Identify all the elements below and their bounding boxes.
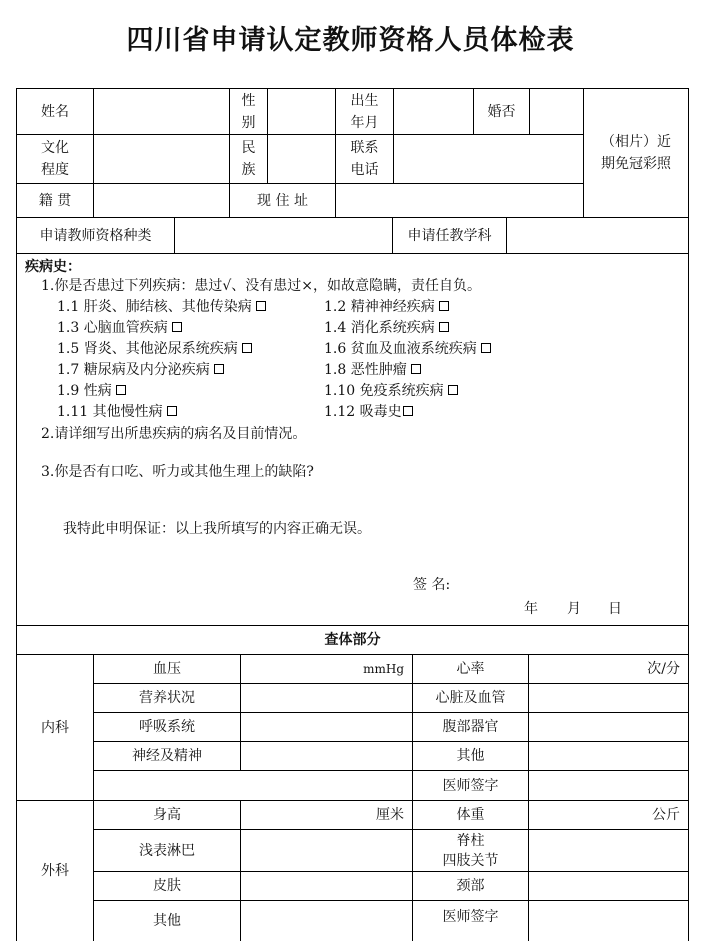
subject-label: 申请任教学科	[393, 218, 507, 254]
birth-input[interactable]	[394, 89, 474, 135]
disease-item-label: 1.6 贫血及血液系统疾病	[324, 341, 477, 357]
checkbox[interactable]	[439, 322, 449, 332]
disease-item	[57, 380, 126, 400]
subject-input[interactable]	[507, 218, 688, 254]
nutrition-label: 营养状况	[94, 684, 241, 713]
ethnicity-input[interactable]	[268, 135, 336, 184]
lymph-input[interactable]	[241, 830, 413, 872]
disease-item	[324, 401, 413, 421]
marital-label: 婚否	[474, 89, 530, 135]
date-month: 月	[567, 601, 581, 617]
ethnicity-label-line1: 民	[241, 140, 256, 156]
checkbox[interactable]	[403, 406, 413, 416]
phone-input[interactable]	[394, 135, 584, 184]
history-heading: 疾病史：	[25, 259, 81, 275]
disease-item-label: 1.7 糖尿病及内分泌疾病	[57, 362, 210, 378]
disease-item-label: 1.4 消化系统疾病	[324, 320, 435, 336]
surgery-doctor-sign-label: 医师签字	[413, 901, 529, 941]
gender-label	[230, 89, 268, 135]
disease-item-label: 1.1 肝炎、肺结核、其他传染病	[57, 299, 252, 315]
disease-item	[57, 359, 224, 379]
phone-label-line1: 联系	[350, 140, 379, 156]
disease-item-label: 1.8 恶性肿瘤	[324, 362, 407, 378]
checkbox[interactable]	[116, 385, 126, 395]
history-question-3: 3.你是否有口吃、听力或其他生理上的缺陷?	[41, 464, 314, 480]
gender-input[interactable]	[268, 89, 336, 135]
checkbox[interactable]	[481, 343, 491, 353]
checkbox[interactable]	[448, 385, 458, 395]
origin-input[interactable]	[94, 184, 230, 218]
disease-item	[324, 296, 449, 316]
name-input[interactable]	[94, 89, 230, 135]
abdominal-label: 腹部器官	[413, 713, 529, 742]
ethnicity-label-line2: 族	[241, 162, 256, 178]
surgery-other-label: 其他	[94, 901, 241, 941]
heart-vessels-label: 心脏及血管	[413, 684, 529, 713]
photo-label-line1: （相片）近	[601, 134, 671, 150]
surgery-doctor-sign-input[interactable]	[529, 901, 688, 941]
internal-doctor-sign-label: 医师签字	[413, 771, 529, 801]
disease-item	[324, 380, 458, 400]
hr-unit: 次/分	[647, 661, 680, 677]
bp-unit: mmHg	[363, 662, 404, 676]
photo-label-line2: 期免冠彩照	[601, 156, 671, 172]
abdominal-input[interactable]	[529, 713, 688, 742]
blood-pressure-label: 血压	[94, 655, 241, 684]
disease-history-section	[17, 254, 688, 626]
exam-section-heading: 查体部分	[17, 626, 688, 655]
spine-label-line1: 脊柱	[456, 832, 485, 849]
phone-label-line2: 电话	[350, 162, 379, 178]
blood-pressure-input[interactable]	[241, 655, 413, 684]
disease-item-label: 1.9 性病	[57, 383, 112, 399]
date-year: 年	[524, 601, 538, 617]
marital-input[interactable]	[530, 89, 584, 135]
education-label-line1: 文化	[41, 140, 69, 156]
skin-label: 皮肤	[94, 872, 241, 901]
address-input[interactable]	[336, 184, 584, 218]
disease-item	[57, 317, 182, 337]
internal-blank-cell[interactable]	[94, 771, 413, 801]
weight-label: 体重	[413, 801, 529, 830]
checkbox[interactable]	[256, 301, 266, 311]
neck-input[interactable]	[529, 872, 688, 901]
checkbox[interactable]	[439, 301, 449, 311]
internal-other-input[interactable]	[529, 742, 688, 771]
disease-item	[57, 401, 177, 421]
heart-vessels-input[interactable]	[529, 684, 688, 713]
internal-medicine-label: 内科	[17, 655, 94, 801]
disease-item-label: 1.2 精神神经疾病	[324, 299, 435, 315]
checkbox[interactable]	[411, 364, 421, 374]
spine-label-line2: 四肢关节	[442, 852, 499, 869]
heart-rate-label: 心率	[413, 655, 529, 684]
neck-label: 颈部	[413, 872, 529, 901]
date-day: 日	[608, 601, 622, 617]
history-question-2: 2.请详细写出所患疾病的病名及目前情况。	[41, 426, 307, 442]
education-label	[17, 135, 94, 184]
birth-label-line2: 年月	[350, 114, 379, 131]
birth-label-line1: 出生	[350, 92, 379, 109]
disease-item	[57, 338, 252, 358]
internal-other-label: 其他	[413, 742, 529, 771]
cert-type-label: 申请教师资格种类	[17, 218, 175, 254]
nutrition-input[interactable]	[241, 684, 413, 713]
address-label: 现 住 址	[230, 184, 336, 218]
gender-label-line2: 别	[241, 114, 256, 131]
lymph-label: 浅表淋巴	[94, 830, 241, 872]
gender-label-line1: 性	[241, 92, 256, 109]
disease-item	[57, 296, 266, 316]
ethnicity-label	[230, 135, 268, 184]
disease-item	[324, 359, 421, 379]
checkbox[interactable]	[172, 322, 182, 332]
respiratory-input[interactable]	[241, 713, 413, 742]
spine-input[interactable]	[529, 830, 688, 872]
declaration-text: 我特此申明保证：以上我所填写的内容正确无误。	[63, 521, 371, 537]
cert-type-input[interactable]	[175, 218, 393, 254]
neuro-label: 神经及精神	[94, 742, 241, 771]
height-unit: 厘米	[376, 807, 404, 823]
checkbox[interactable]	[214, 364, 224, 374]
disease-item	[324, 338, 491, 358]
spine-label	[413, 830, 529, 872]
name-label: 姓名	[17, 89, 94, 135]
photo-area[interactable]	[584, 89, 688, 218]
height-label: 身高	[94, 801, 241, 830]
weight-input[interactable]	[529, 801, 688, 830]
checkbox[interactable]	[242, 343, 252, 353]
education-input[interactable]	[94, 135, 230, 184]
disease-item	[324, 317, 449, 337]
health-exam-form	[16, 88, 689, 941]
internal-doctor-sign-input[interactable]	[529, 771, 688, 801]
disease-item-label: 1.12 吸毒史	[324, 404, 402, 420]
surgery-label: 外科	[17, 801, 94, 941]
form-title: 四川省申请认定教师资格人员体检表	[126, 25, 575, 56]
disease-item-label: 1.11 其他慢性病	[57, 404, 163, 420]
education-label-line2: 程度	[41, 162, 69, 178]
skin-input[interactable]	[241, 872, 413, 901]
checkbox[interactable]	[167, 406, 177, 416]
disease-item-label: 1.10 免疫系统疾病	[324, 383, 444, 399]
neuro-input[interactable]	[241, 742, 413, 771]
signature-label: 签 名:	[413, 577, 451, 593]
origin-label: 籍 贯	[17, 184, 94, 218]
disease-item-label: 1.3 心脑血管疾病	[57, 320, 168, 336]
height-input[interactable]	[241, 801, 413, 830]
heart-rate-input[interactable]	[529, 655, 688, 684]
disease-item-label: 1.5 肾炎、其他泌尿系统疾病	[57, 341, 238, 357]
weight-unit: 公斤	[652, 807, 680, 823]
birth-label	[336, 89, 394, 135]
respiratory-label: 呼吸系统	[94, 713, 241, 742]
history-question-1: 1.你是否患过下列疾病：患过√、没有患过×，如故意隐瞒，责任自负。	[41, 278, 482, 294]
surgery-other-input[interactable]	[241, 901, 413, 941]
phone-label	[336, 135, 394, 184]
